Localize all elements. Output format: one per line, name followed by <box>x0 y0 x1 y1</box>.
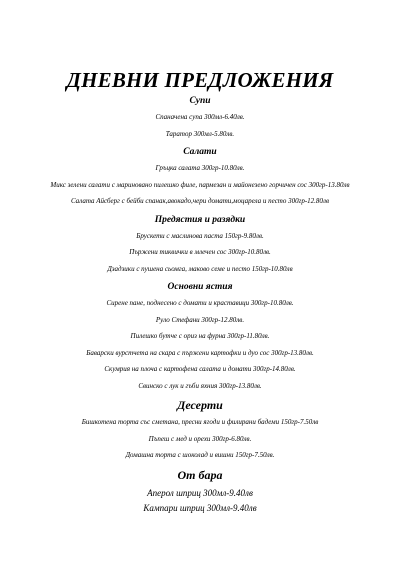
menu <box>18 68 382 518</box>
menu-item: Баварски вурстчета на скара с пържени картофки и дуо сос 300гр-13.80лв. <box>86 348 314 357</box>
menu-item: Скумрия на плоча с картофена салата и домати 300гр-14.80лв. <box>104 365 296 373</box>
section-items-starters <box>18 232 382 274</box>
menu-title: ДНЕВНИ ПРЕДЛОЖЕНИЯ <box>66 68 334 92</box>
menu-item: Руло Стефани 300гр-12.80лв. <box>155 315 245 324</box>
section-items-soups <box>18 113 382 138</box>
section-heading-salads: Салати <box>183 147 217 157</box>
section-items-desserts <box>18 418 382 460</box>
menu-item: Брускети с маслинова паста 150гр-9.80лв. <box>136 231 264 240</box>
section-heading-desserts: Десерти <box>177 398 223 412</box>
menu-item: Домашна торта с шоколад и вишни 150гр-7.50лв. <box>125 451 275 459</box>
section-items-bar <box>18 488 382 514</box>
menu-item: Аперол шприц 300мл-9.40лв <box>147 487 253 498</box>
section-heading-soups: Супи <box>189 96 211 106</box>
menu-item: Таратор 300мл-5.80лв. <box>165 129 235 138</box>
menu-item: Гръцка салата 300гр-10.80лв. <box>155 164 245 172</box>
menu-item: Пилешко бутче с ориз на фурна 300гр-11.80лв. <box>130 332 270 340</box>
section-heading-mains: Основни ястия <box>167 282 233 292</box>
menu-item: Дзадзики с пушена сьомга, маково семе и песто 150гр-10.80лв <box>107 264 293 273</box>
menu-item: Салата Айсберг с бейби спанак,авокадо,чери домати,моцарела и песто 300гр-12.80лв <box>70 197 330 205</box>
menu-item: Спаначена супа 300мл-6.40лв. <box>155 113 245 121</box>
menu-item: Сирене пане, поднесено с домати и краставици 300гр-10.80лв. <box>106 299 294 307</box>
section-items-mains <box>18 299 382 390</box>
section-heading-starters: Предястия и разядки <box>154 214 246 225</box>
menu-item: Пъпеш с мед и орехи 300гр-6.80лв. <box>148 434 252 443</box>
menu-item: Пържени тиквички в млечен сос 300гр-10.80лв. <box>129 248 271 256</box>
section-heading-bar: От бара <box>177 467 223 482</box>
menu-item: Свинско с лук и гъби яхния 300гр-13.80лв. <box>138 381 262 390</box>
menu-item: Микс зелени салати с мариновано пилешко филе, пармезан и майонезено горчичен сос 300гр-13.80лв <box>50 180 350 189</box>
section-items-salads <box>18 164 382 206</box>
menu-item: Бишкотена торта със сметана, пресни ягоди и филирани бадеми 150гр-7.50лв <box>81 418 319 426</box>
menu-item: Кампари шприц 300мл-9.40лв <box>143 502 257 513</box>
